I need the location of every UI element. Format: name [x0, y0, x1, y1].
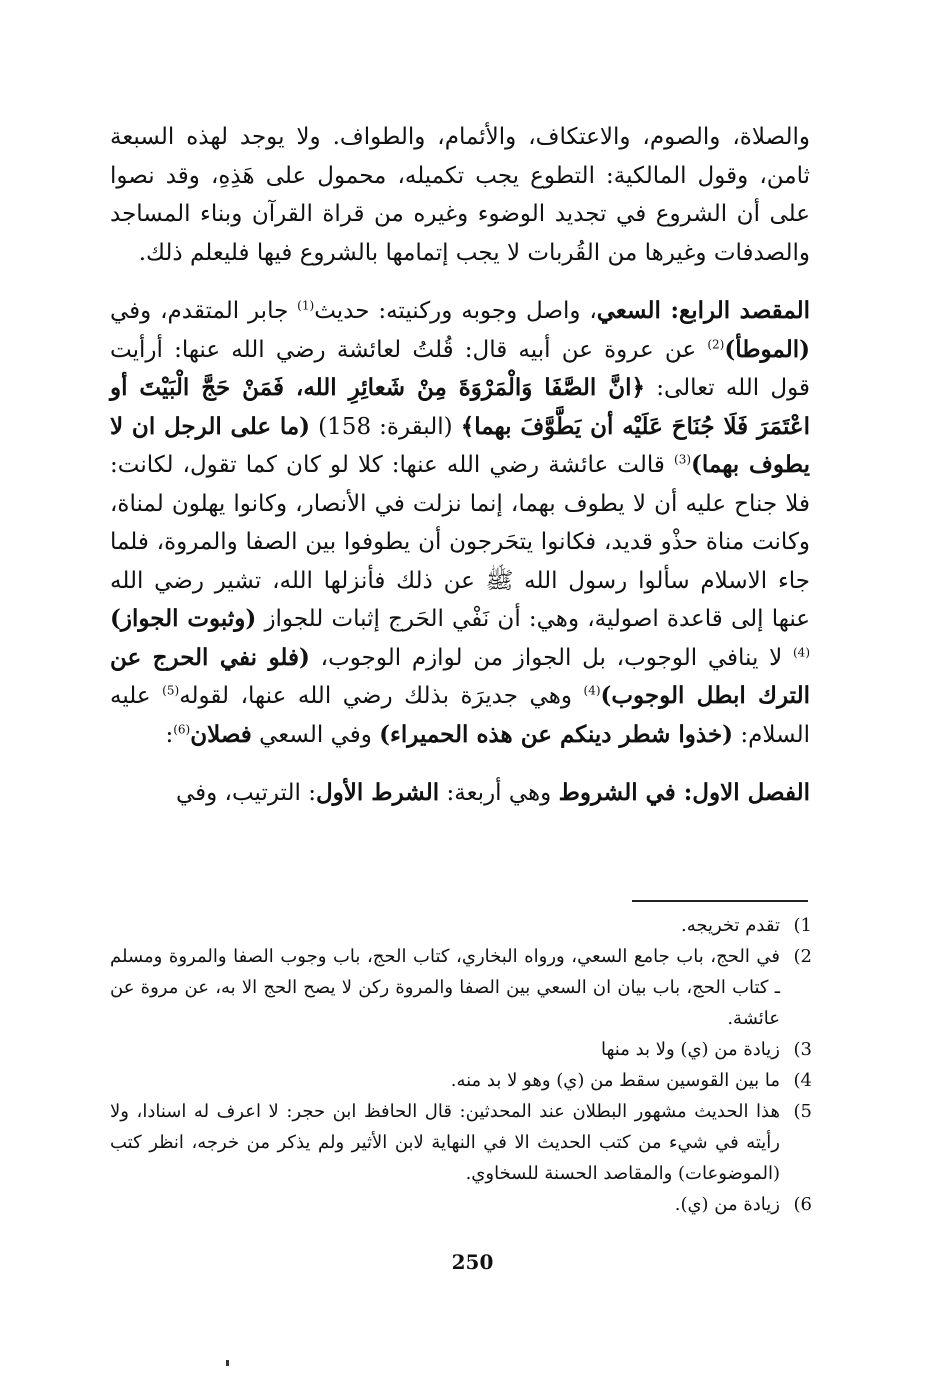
bold-segment: (ما على الرجل ان لا يطوف بهما) [110, 412, 810, 478]
section-heading: المقصد الرابع: السعي [596, 297, 811, 324]
footnote-item [110, 1189, 812, 1220]
text-segment: جابر المتقدم، وفي [110, 298, 298, 324]
footnote-text: تقدم تخريجه. [681, 915, 780, 936]
footnote-item [110, 1065, 812, 1096]
condition-heading: الشرط الأول [315, 779, 440, 806]
footnote-ref: (6) [173, 721, 191, 736]
text-segment: عن عروة عن أبيه قال: قُلتُ لعائشة رضي الله عنها: أرأيت قول الله تعالى: [110, 336, 811, 401]
bold-segment: (فلو نفي الحرج عن الترك ابطل الوجوب) [110, 643, 810, 709]
footnote-number: 5) [793, 1101, 812, 1122]
main-text [110, 118, 810, 813]
text-segment: وهي أربعة: [439, 780, 559, 806]
bold-segment: (الموطأ) [724, 335, 810, 363]
footnote-text: زيادة من (ي) ولا بد منها [601, 1039, 780, 1060]
text-segment: وفي السعي [251, 721, 380, 748]
paragraph-2 [110, 292, 810, 754]
paragraph-3 [110, 774, 810, 813]
footnote-ref: (1) [297, 298, 315, 313]
footnote-item [110, 910, 812, 941]
footnote-number: 2) [793, 946, 812, 967]
footnote-number: 4) [793, 1070, 812, 1091]
footnote-ref: (2) [707, 336, 725, 351]
text-segment: : الترتيب، وفي [175, 780, 316, 806]
footnote-number: 3) [793, 1039, 812, 1060]
footnote-divider [632, 900, 808, 902]
footnote-number: 1) [793, 915, 812, 936]
bold-segment: (وثبوت الجواز) [110, 605, 257, 632]
footnote-item [110, 941, 812, 1034]
footnote-text: هذا الحديث مشهور البطلان عند المحدثين: قال الحافظ ابن حجر: لا اعرف له اسنادا، ولا رأيته في شيء من كتب الحديث الا في النهاية لابن الأثير ولم يذكر من خرجه، انظر كتب (الموضوعات) والمقاصد الحسنة للسخاوي. [110, 1101, 780, 1184]
paragraph-1 [110, 118, 810, 272]
footnote-number: 6) [793, 1194, 812, 1215]
page-number: 250 [451, 1250, 494, 1274]
text-segment: عليه السلام: [110, 683, 810, 748]
text-segment: ، واصل وجوبه وركنيته: حديث [314, 298, 597, 324]
footnote-item [110, 1096, 812, 1189]
footnote-text: زيادة من (ي). [674, 1194, 780, 1215]
footnote-item [110, 1034, 812, 1065]
footnote-ref: (4) [792, 644, 810, 659]
text-segment: لا ينافي الوجوب، بل الجواز من لوازم الوجوب، [309, 644, 793, 671]
footnote-ref: (4) [583, 683, 601, 698]
text-segment: (البقرة: 158) [310, 413, 461, 440]
text-segment: قالت عائشة رضي الله عنها: كلا لو كان كما تقول، لكانت: فلا جناح عليه أن لا يطوف بهما، إنما نزلت في الأنصار، وكانوا يهلون لمناة، وكانت مناة حذْو قديد، فكانوا يتحَرجون أن يطوفوا بين الصفا والمروة، فلما جاء الاسلام سألوا رسول الله ﷺ عن ذلك فأنزلها الله، تشير رضي الله عنها إلى قاعدة اصولية، وهي: أن نَفْي الحَرج إثبات للجواز [110, 452, 810, 632]
quran-verse: ﴿انَّ الصَّفَا وَالْمَرْوَةَ مِنْ شَعائِرِ الله، فَمَنْ حَجَّ الْبَيْتَ أو اعْتَمَرَ فَلَا جُنَاحَ عَلَيْه أن يَطَّوَّفَ بهما﴾ [110, 374, 811, 440]
footnote-ref: (3) [674, 452, 692, 467]
text-segment: : [165, 721, 174, 748]
bold-segment: فصلان [190, 720, 252, 748]
scan-speck [226, 1360, 229, 1366]
footnote-text: ما بين القوسين سقط من (ي) وهو لا بد منه. [450, 1070, 780, 1091]
text-segment: والصلاة، والصوم، والاعتكاف، والأئمام، والطواف. ولا يوجد لهذه السبعة ثامن، وقول المالكية: التطوع يجب تكميله، محمول على هَذِهِ، وقد نصوا على أن الشروع في تجديد الوضوء وغيره من قراة القرآن وبناء المساجد والصدفات وغيرها من القُربات لا يجب إتمامها بالشروع فيها فليعلم ذلك. [110, 124, 810, 266]
text-segment: وهي جديرَة بذلك رضي الله عنها، لقوله [179, 683, 584, 709]
hadith-quote: (خذوا شطر دينكم عن هذه الحميراء) [379, 720, 734, 748]
chapter-heading: الفصل الاول: في الشروط [558, 779, 810, 806]
footnote-ref: (5) [162, 683, 180, 698]
footnote-text: في الحج، باب جامع السعي، ورواه البخاري، كتاب الحج، باب وجوب الصفا والمروة ومسلم ـ كتاب الحج، باب بيان ان السعي بين الصفا والمروة ركن لا يصح الحج الا به، عن مروة عن عائشة. [110, 946, 780, 1029]
footnotes [110, 910, 812, 1220]
